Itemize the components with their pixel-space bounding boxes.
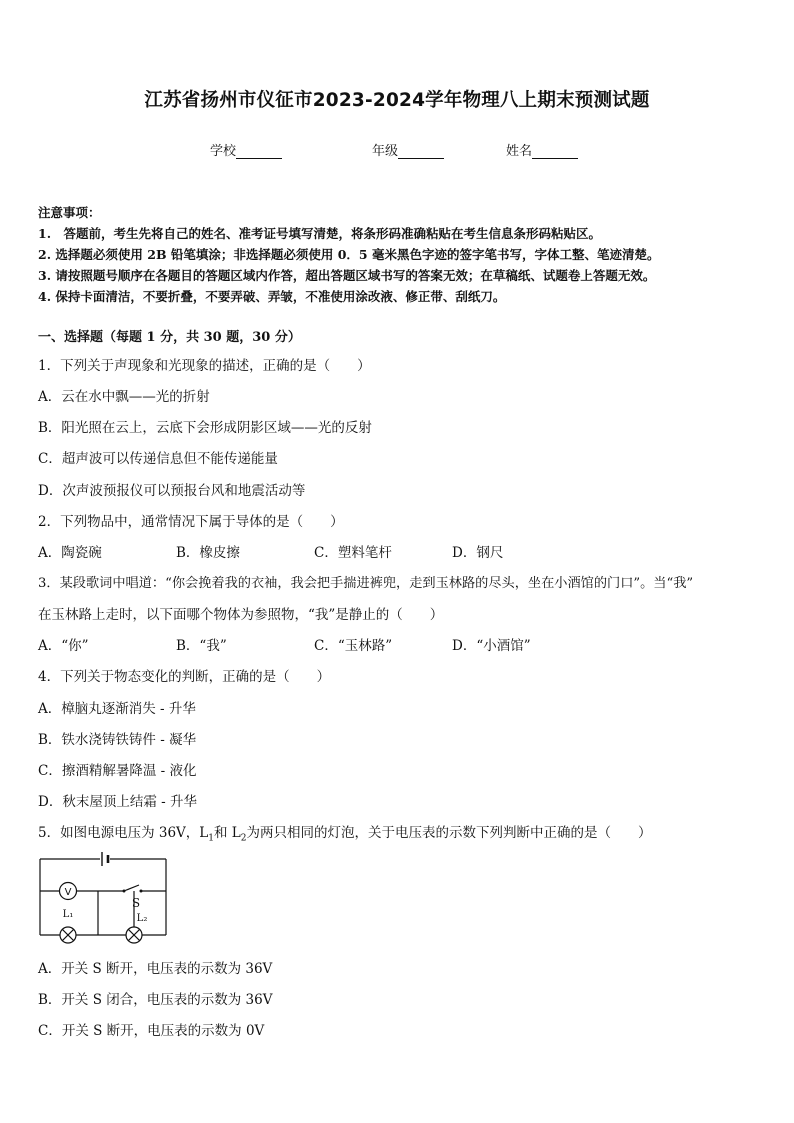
lamp-1-symbol [60,909,76,943]
question-5-subscript-2: 2 [240,833,247,844]
question-3-option-d: D．“小酒馆” [452,638,531,654]
question-3-stem-line-2: 在玉林路上走时，以下面哪个物体为参照物，“我”是静止的（ ） [38,607,444,623]
question-1-option-d: D．次声波预报仪可以预报台风和地震活动等 [38,483,306,499]
voltmeter-symbol [60,883,77,900]
question-4-option-c: C．擦酒精解暑降温 - 液化 [38,763,197,779]
question-5-option-c: C．开关 S 断开，电压表的示数为 0V [38,1023,265,1039]
notice-item: 4. 保持卡面清洁，不要折叠，不要弄破、弄皱，不准使用涂改液、修正带、刮纸刀。 [38,289,506,304]
question-5-subscript-1: 1 [208,833,215,844]
section-heading: 一、选择题（每题 1 分，共 30 题，30 分） [38,330,301,345]
notice-item: 2. 选择题必须使用 2B 铅笔填涂；非选择题必须使用 0．5 毫米黑色字迹的签字笔书写，字体工整、笔迹清楚。 [38,247,660,262]
question-1-option-c: C．超声波可以传递信息但不能传递能量 [38,451,278,467]
switch-label: S [131,896,141,910]
school-field [210,140,282,159]
grade-blank [398,146,444,159]
question-2-option-c: C．塑料笔杆 [314,545,392,561]
page-title: 江苏省扬州市仪征市2023-2024学年物理八上期末预测试题 [144,90,650,111]
question-4-option-a: A．樟脑丸逐渐消失 - 升华 [38,701,196,717]
voltmeter-label: V [64,887,72,898]
grade-field [372,140,444,159]
question-3-option-c: C．“玉林路” [314,638,393,654]
question-2-stem: 2．下列物品中，通常情况下属于导体的是（ ） [38,514,344,530]
question-3-stem-line-1: 3．某段歌词中唱道：“你会挽着我的衣袖，我会把手揣进裤兜，走到玉林路的尽头，坐在小酒馆的门口”。当“我” [38,576,694,591]
notice-heading: 注意事项： [38,205,101,220]
question-2-option-b: B．橡皮擦 [176,545,240,561]
name-label: 姓名 [506,144,533,159]
question-4-stem: 4．下列关于物态变化的判断，正确的是（ ） [38,669,331,685]
question-4-option-b: B．铁水浇铸铁铸件 - 凝华 [38,732,197,748]
question-3-option-b: B．“我” [176,638,227,654]
question-5-stem [38,821,652,844]
student-info-fields [0,140,794,160]
question-3-option-a: A．“你” [38,638,89,654]
lamp-2-label: L₂ [136,913,148,924]
question-5-stem-part-b: 和 L [214,825,241,841]
switch-symbol [123,885,143,910]
circuit-diagram [38,849,168,945]
question-2-option-a: A．陶瓷碗 [38,545,102,561]
school-label: 学校 [210,144,237,159]
battery-symbol [102,852,108,866]
lamp-2-symbol [126,913,147,943]
notice-item: 3. 请按照题号顺序在各题目的答题区域内作答，超出答题区域书写的答案无效；在草稿纸、试题卷上答题无效。 [38,268,656,283]
lamp-1-label: L₁ [62,909,74,920]
name-field [506,140,578,159]
notice-item: 1. 答题前，考生先将自己的姓名、准考证号填写清楚，将条形码准确粘贴在考生信息条形码粘贴区。 [38,226,602,241]
question-5-stem-part-a: 5．如图电源电压为 36V，L [38,825,209,841]
question-5-option-a: A．开关 S 断开，电压表的示数为 36V [38,961,273,977]
question-2-option-d: D．钢尺 [452,545,504,561]
question-1-stem: 1．下列关于声现象和光现象的描述，正确的是（ ） [38,358,371,374]
school-blank [236,146,282,159]
grade-label: 年级 [372,144,399,159]
question-5-stem-part-c: 为两只相同的灯泡，关于电压表的示数下列判断中正确的是（ ） [246,825,652,841]
question-1-option-a: A．云在水中飘——光的折射 [38,389,210,405]
name-blank [532,146,578,159]
question-4-option-d: D．秋末屋顶上结霜 - 升华 [38,794,197,810]
question-5-option-b: B．开关 S 闭合，电压表的示数为 36V [38,992,273,1008]
question-1-option-b: B．阳光照在云上，云底下会形成阴影区域——光的反射 [38,420,372,436]
